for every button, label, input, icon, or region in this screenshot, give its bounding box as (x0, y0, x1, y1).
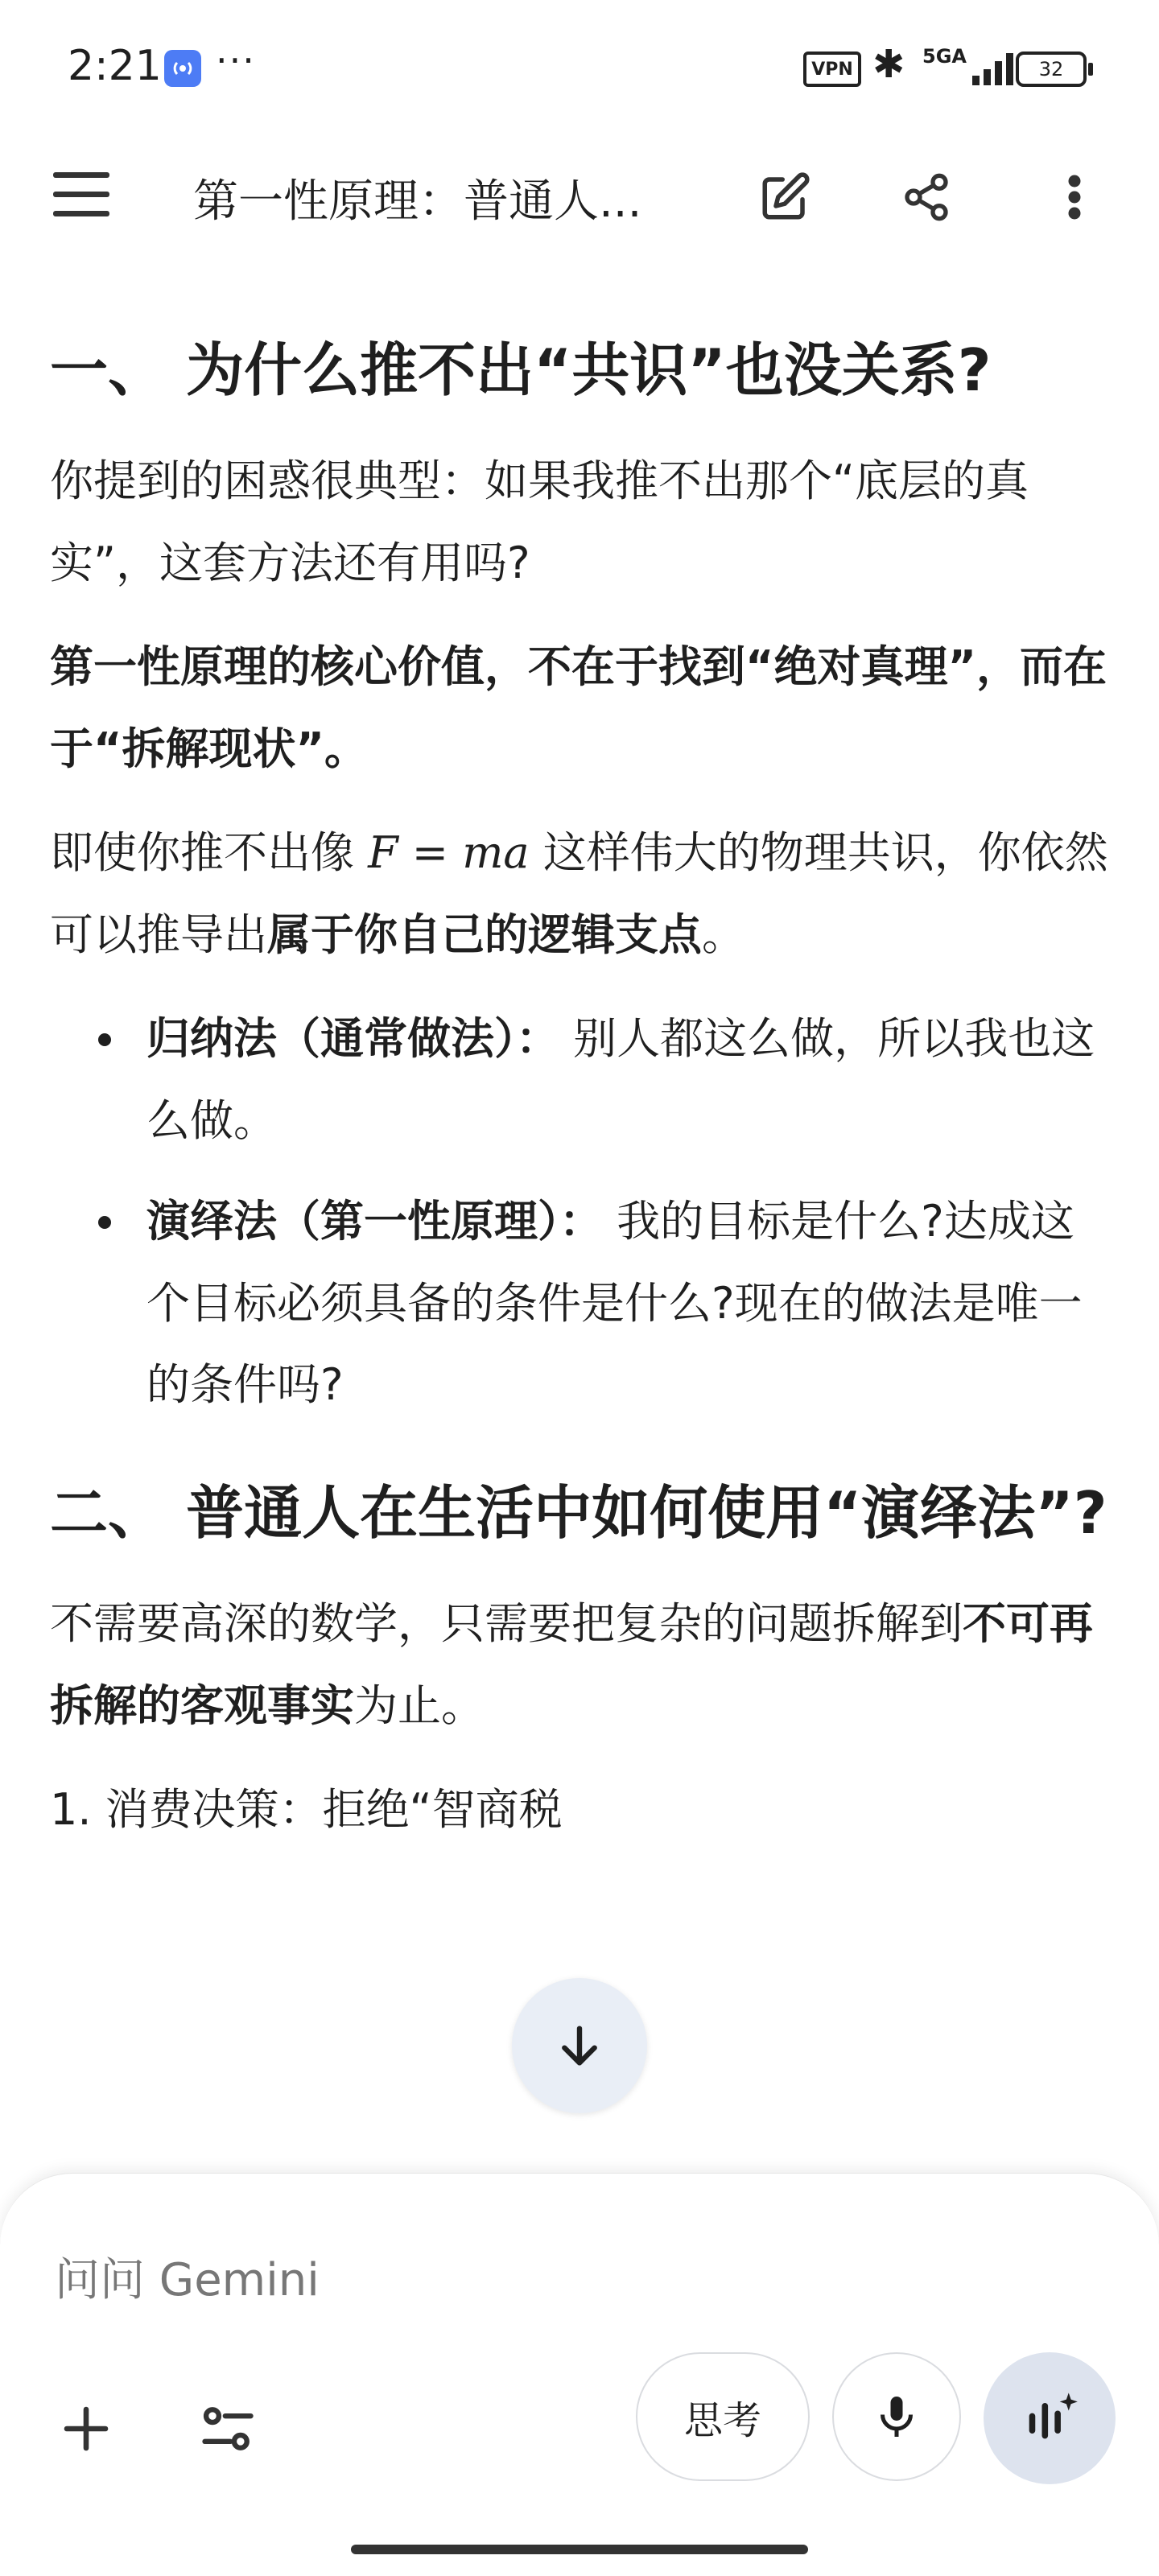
text-run: 即使你推不出像 (50, 827, 369, 879)
list-item-partial: 1. 消费决策：拒绝“智商税 (50, 1784, 563, 1836)
prompt-input[interactable]: 问问 Gemini (55, 2254, 320, 2306)
tools-icon[interactable] (192, 2393, 264, 2465)
paragraph-bold: 第一性原理的核心价值，不在于找到“绝对真理”，而在于“拆解现状”。 (50, 641, 1107, 774)
app-header (0, 137, 1159, 258)
list-item-label: 演绎法（第一性原理）： (146, 1196, 603, 1247)
composer-panel (0, 2173, 1159, 2576)
edit-icon[interactable] (749, 161, 821, 233)
paragraph: 你提到的困惑很典型：如果我推不出那个“底层的真实”，这套方法还有用吗? (50, 455, 1029, 588)
arrow-down-icon (554, 2020, 605, 2071)
text-run: 这样伟大的物理共识，你依然可以推导出 (50, 827, 1108, 960)
list-item-text: 别人都这么做，所以我也这么做。 (146, 1013, 1095, 1146)
add-icon[interactable] (50, 2393, 122, 2465)
section-heading: 一、 为什么推不出“共识”也没关系? (50, 336, 992, 404)
bullet-list (50, 998, 1112, 1426)
paragraph (50, 1583, 1112, 1746)
recording-indicator-icon (164, 50, 201, 87)
status-time: 2:21 (68, 42, 162, 90)
share-icon[interactable] (890, 161, 963, 233)
home-indicator[interactable] (351, 2545, 808, 2554)
bullet-icon (98, 1033, 111, 1046)
status-more: ··· (216, 39, 256, 82)
signal-icon (969, 50, 1021, 85)
vpn-icon: VPN (803, 52, 861, 87)
overflow-menu-icon[interactable] (1038, 161, 1111, 233)
scroll-to-bottom-button[interactable] (512, 1978, 647, 2113)
bluetooth-icon: ✱ (872, 42, 905, 87)
network-type: 5GA (922, 45, 967, 68)
list-item-text: 我的目标是什么?达成这个目标必须具备的条件是什么?现在的做法是唯一的条件吗? (146, 1196, 1083, 1411)
text-bold: 不可再拆解的客观事实 (50, 1598, 1093, 1731)
response-content (50, 298, 1112, 1851)
section-heading: 二、 普通人在生活中如何使用“演绎法”? (50, 1478, 1107, 1547)
paragraph (50, 812, 1112, 975)
list-item-label: 归纳法（通常做法）： (146, 1013, 559, 1065)
microphone-icon[interactable] (832, 2352, 961, 2481)
live-voice-icon[interactable] (984, 2352, 1116, 2484)
battery-icon: 32 (1016, 52, 1087, 87)
text-run: 为止。 (354, 1680, 485, 1731)
text-run: 不需要高深的数学，只需要把复杂的问题拆解到 (50, 1598, 963, 1650)
chat-title[interactable]: 第一性原理：普通人... (193, 175, 642, 228)
bullet-icon (98, 1216, 111, 1229)
text-run: 。 (702, 909, 745, 960)
math-formula: F = ma (368, 827, 530, 879)
list-item (50, 1181, 1112, 1426)
think-button[interactable]: 思考 (636, 2352, 810, 2481)
menu-icon[interactable] (53, 172, 111, 221)
list-item (50, 998, 1112, 1161)
text-bold: 属于你自己的逻辑支点 (267, 909, 702, 960)
status-bar (0, 0, 1159, 137)
